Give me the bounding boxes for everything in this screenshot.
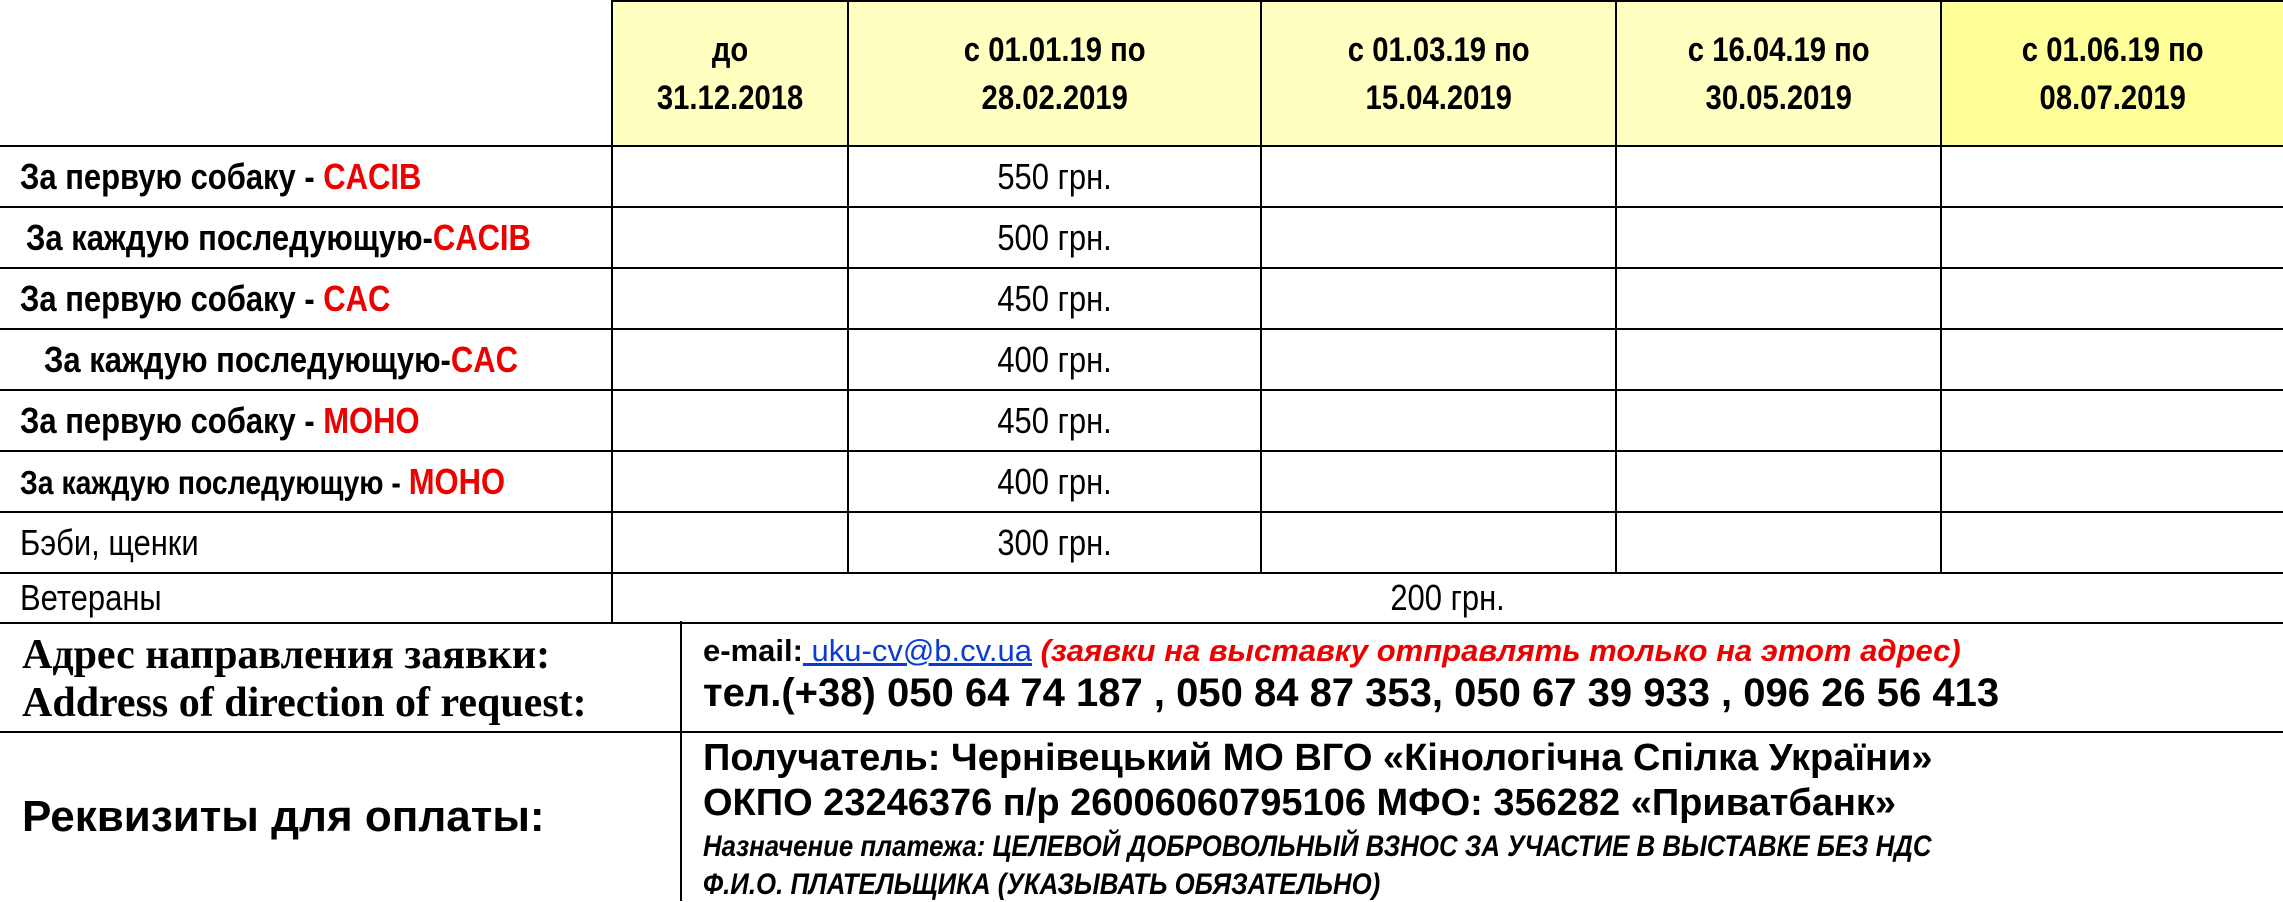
class-name: CACIB [432, 216, 531, 258]
class-name: МОНО [323, 399, 420, 441]
price-cell: 200 грн. [612, 573, 2283, 623]
empty-cell [612, 512, 848, 573]
table-row [0, 146, 2283, 207]
price-cell: 300 грн. [848, 512, 1261, 573]
row-label: За первую собаку - CAC [0, 268, 612, 329]
empty-cell [1616, 268, 1941, 329]
empty-cell [1261, 146, 1616, 207]
email-link[interactable]: uku-cv@b.cv.ua [802, 633, 1032, 668]
header-period-1: до 31.12.2018 [612, 1, 848, 146]
header-period-2: с 01.01.19 по 28.02.2019 [848, 1, 1261, 146]
empty-cell [1941, 451, 2283, 512]
empty-cell [612, 329, 848, 390]
empty-cell [1941, 512, 2283, 573]
empty-cell [1616, 512, 1941, 573]
empty-cell [1941, 329, 2283, 390]
divider [0, 731, 2283, 733]
empty-cell [612, 390, 848, 451]
row-label: За каждую последующую-CAC [0, 329, 612, 390]
price-cell: 450 грн. [848, 390, 1261, 451]
empty-cell [1616, 207, 1941, 268]
empty-cell [1261, 390, 1616, 451]
payment-purpose: Назначение платежа: ЦЕЛЕВОЙ ДОБРОВОЛЬНЫЙ ВЗНОС ЗА УЧАСТИЕ В ВЫСТАВКЕ БЕЗ НДС [703, 830, 1932, 863]
price-cell: 400 грн. [848, 329, 1261, 390]
empty-cell [1616, 451, 1941, 512]
header-period-4: с 16.04.19 по 30.05.2019 [1616, 1, 1941, 146]
row-label: За каждую последующую-CACIB [0, 207, 612, 268]
empty-cell [1941, 207, 2283, 268]
email-line [703, 633, 1961, 669]
email-prefix: e-mail: [703, 633, 803, 668]
address-label-ru: Адрес направления заявки: [22, 632, 551, 678]
price-cell: 550 грн. [848, 146, 1261, 207]
payment-label: Реквизиты для оплаты: [22, 792, 545, 841]
empty-cell [1261, 329, 1616, 390]
table-row [0, 451, 2283, 512]
phone-numbers: тел.(+38) 050 64 74 187 , 050 84 87 353, 050 67 39 933 , 096 26 56 413 [703, 671, 2000, 715]
class-name: МОНО [408, 460, 506, 502]
header-row [0, 1, 2283, 146]
empty-cell [612, 207, 848, 268]
divider [680, 621, 682, 901]
payment-bank: ОКПО 23246376 п/р 26006060795106 МФО: 356282 «Приватбанк» [703, 782, 1897, 824]
header-corner [0, 1, 612, 146]
empty-cell [1261, 268, 1616, 329]
veterans-row [0, 573, 2283, 623]
empty-cell [1616, 146, 1941, 207]
row-label: Ветераны [0, 573, 612, 623]
empty-cell [1941, 268, 2283, 329]
class-name: CACIB [323, 155, 422, 197]
empty-cell [1261, 207, 1616, 268]
table-row [0, 390, 2283, 451]
empty-cell [1616, 390, 1941, 451]
empty-cell [1261, 451, 1616, 512]
class-name: CAC [323, 277, 391, 319]
email-note: (заявки на выставку отправлять только на этот адрес) [1040, 633, 1961, 668]
price-cell: 450 грн. [848, 268, 1261, 329]
table-row [0, 268, 2283, 329]
payment-recipient: Получатель: Чернівецький МО ВГО «Кінологічна Спілка України» [703, 737, 1933, 779]
price-cell: 400 грн. [848, 451, 1261, 512]
price-cell: 500 грн. [848, 207, 1261, 268]
payment-payer: Ф.И.О. ПЛАТЕЛЬЩИКА (УКАЗЫВАТЬ ОБЯЗАТЕЛЬНО) [703, 868, 1381, 901]
row-label: Бэби, щенки [0, 512, 612, 573]
empty-cell [612, 268, 848, 329]
empty-cell [1941, 146, 2283, 207]
row-label: За первую собаку - МОНО [0, 390, 612, 451]
row-label: За каждую последующую - МОНО [0, 451, 612, 512]
class-name: CAC [450, 338, 518, 380]
empty-cell [1941, 390, 2283, 451]
table-row [0, 329, 2283, 390]
header-period-3: с 01.03.19 по 15.04.2019 [1261, 1, 1616, 146]
table-row [0, 512, 2283, 573]
header-period-5: с 01.06.19 по 08.07.2019 [1941, 1, 2283, 146]
empty-cell [612, 451, 848, 512]
empty-cell [612, 146, 848, 207]
empty-cell [1261, 512, 1616, 573]
empty-cell [1616, 329, 1941, 390]
contact-section [0, 621, 2283, 901]
address-label-en: Address of direction of request: [22, 680, 587, 726]
row-label: За первую собаку - CACIB [0, 146, 612, 207]
table-row [0, 207, 2283, 268]
